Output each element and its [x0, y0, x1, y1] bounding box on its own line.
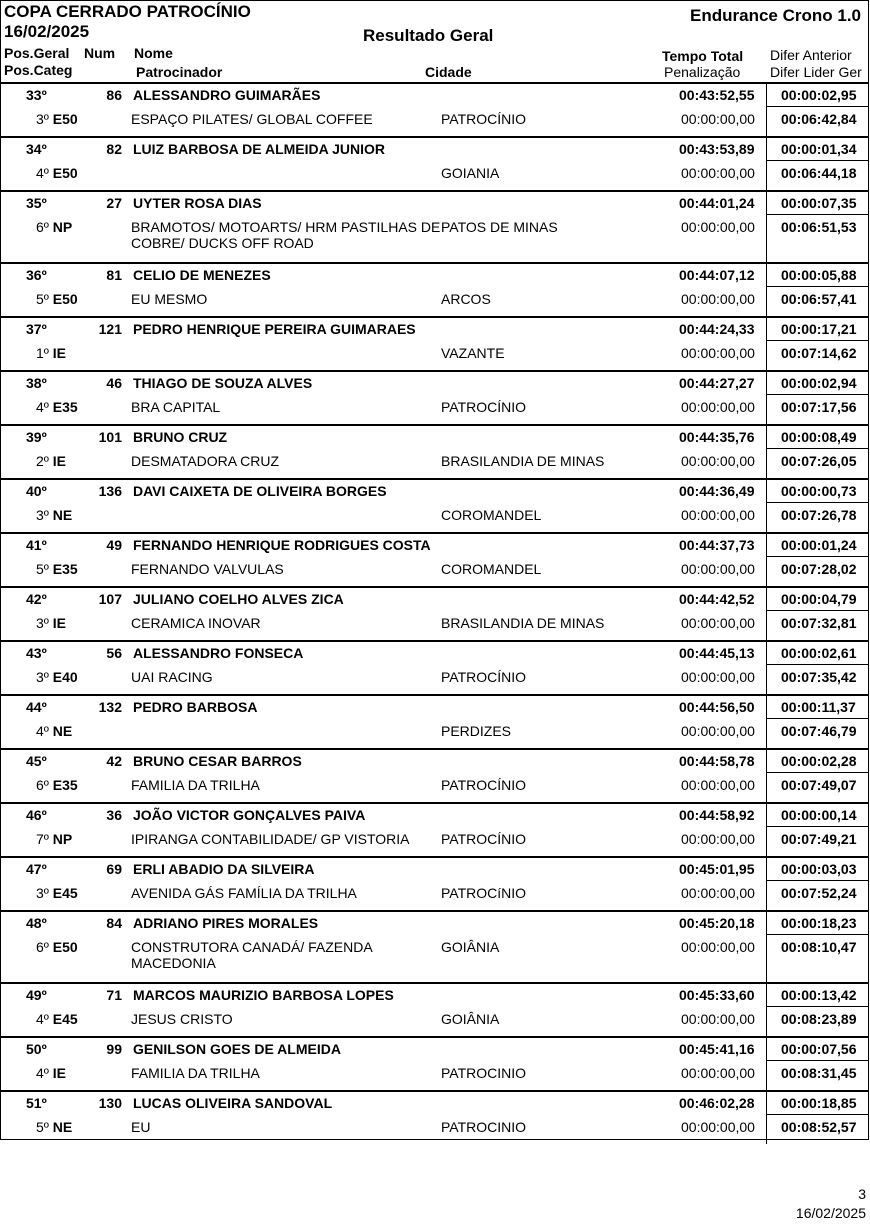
- city: PATROCÍNIO: [441, 399, 527, 415]
- category-rank: 7º: [36, 831, 49, 847]
- cell-divider: [766, 1114, 869, 1115]
- penalty-time: 00:00:00,00: [681, 561, 755, 577]
- diff-previous: 00:00:03,03: [781, 861, 857, 877]
- rider-name: ADRIANO PIRES MORALES: [133, 915, 319, 931]
- sponsor: DESMATADORA CRUZ: [131, 453, 280, 469]
- sponsor: AVENIDA GÁS FAMÍLIA DA TRILHA: [131, 885, 357, 901]
- bib-number: 71: [106, 987, 122, 1003]
- diff-leader: 00:07:49,21: [781, 831, 857, 847]
- col-tempo-total: Tempo Total: [662, 48, 744, 64]
- category-rank: 6º: [36, 219, 49, 235]
- penalty-time: 00:00:00,00: [681, 111, 755, 127]
- sponsor: UAI RACING: [131, 669, 213, 685]
- city: GOIÂNIA: [441, 1011, 500, 1027]
- result-entry: [0, 982, 869, 1036]
- diff-leader: 00:07:26,78: [781, 507, 857, 523]
- position-overall: 43º: [26, 645, 47, 661]
- penalty-time: 00:00:00,00: [681, 507, 755, 523]
- page-number: 3: [858, 1186, 866, 1202]
- sponsor: FERNANDO VALVULAS: [131, 561, 284, 577]
- penalty-time: 00:00:00,00: [681, 1065, 755, 1081]
- result-entry: [0, 262, 869, 316]
- diff-previous: 00:00:00,14: [781, 807, 857, 823]
- penalty-time: 00:00:00,00: [681, 165, 755, 181]
- category-code: E45: [52, 1011, 78, 1027]
- category-code: IE: [52, 1065, 67, 1081]
- total-time: 00:43:52,55: [679, 87, 755, 103]
- position-overall: 51º: [26, 1095, 47, 1111]
- diff-leader: 00:07:14,62: [781, 345, 857, 361]
- rider-name: ALESSANDRO FONSECA: [133, 645, 304, 661]
- rider-name: PEDRO BARBOSA: [133, 699, 258, 715]
- category-code: NP: [52, 831, 73, 847]
- total-time: 00:45:01,95: [679, 861, 755, 877]
- total-time: 00:44:36,49: [679, 483, 755, 499]
- diff-previous: 00:00:01,24: [781, 537, 857, 553]
- city: GOIANIA: [441, 165, 500, 181]
- total-time: 00:44:27,27: [679, 375, 755, 391]
- penalty-time: 00:00:00,00: [681, 453, 755, 469]
- sponsor: FAMILIA DA TRILHA: [131, 777, 260, 793]
- cell-divider: [766, 880, 869, 881]
- category-position: [36, 939, 78, 955]
- diff-leader: 00:08:10,47: [781, 939, 857, 955]
- penalty-time: 00:00:00,00: [681, 777, 755, 793]
- bib-number: 56: [106, 645, 122, 661]
- rider-name: FERNANDO HENRIQUE RODRIGUES COSTA: [133, 537, 431, 553]
- sponsor: IPIRANGA CONTABILIDADE/ GP VISTORIA: [131, 831, 410, 847]
- total-time: 00:44:01,24: [679, 195, 755, 211]
- diff-leader: 00:07:26,05: [781, 453, 857, 469]
- col-penalizacao: Penalização: [664, 64, 741, 80]
- rider-name: ERLI ABADIO DA SILVEIRA: [133, 861, 315, 877]
- cell-divider: [766, 394, 869, 395]
- result-entry: [0, 82, 869, 136]
- software-name: Endurance Crono 1.0: [690, 6, 861, 25]
- category-code: E35: [52, 399, 78, 415]
- diff-leader: 00:07:28,02: [781, 561, 857, 577]
- cell-divider: [766, 214, 869, 215]
- column-separator: [766, 984, 767, 1036]
- column-separator: [766, 534, 767, 586]
- bib-number: 130: [98, 1095, 122, 1111]
- diff-previous: 00:00:01,34: [781, 141, 857, 157]
- category-rank: 6º: [36, 777, 49, 793]
- col-num: Num: [84, 45, 116, 61]
- column-separator: [766, 372, 767, 424]
- sponsor: FAMILIA DA TRILHA: [131, 1065, 260, 1081]
- rider-name: JOÃO VICTOR GONÇALVES PAIVA: [133, 807, 366, 823]
- diff-leader: 00:06:57,41: [781, 291, 857, 307]
- category-code: E45: [52, 885, 78, 901]
- bib-number: 99: [106, 1041, 122, 1057]
- category-position: [36, 399, 78, 415]
- diff-leader: 00:07:17,56: [781, 399, 857, 415]
- category-rank: 1º: [36, 345, 49, 361]
- frame-top-border: [0, 0, 869, 1]
- position-overall: 40º: [26, 483, 47, 499]
- category-rank: 3º: [36, 669, 49, 685]
- category-rank: 5º: [36, 561, 49, 577]
- penalty-time: 00:00:00,00: [681, 669, 755, 685]
- total-time: 00:44:45,13: [679, 645, 755, 661]
- penalty-time: 00:00:00,00: [681, 885, 755, 901]
- results-list: [0, 82, 869, 1144]
- category-rank: 2º: [36, 453, 49, 469]
- category-rank: 5º: [36, 1119, 49, 1135]
- position-overall: 34º: [26, 141, 47, 157]
- col-pos-categ: Pos.Categ: [4, 62, 73, 78]
- category-position: [36, 1119, 72, 1135]
- bib-number: 121: [98, 321, 122, 337]
- bib-number: 46: [106, 375, 122, 391]
- result-entry: [0, 316, 869, 370]
- position-overall: 49º: [26, 987, 47, 1003]
- bib-number: 82: [106, 141, 122, 157]
- diff-previous: 00:00:07,35: [781, 195, 857, 211]
- category-position: [36, 777, 78, 793]
- position-overall: 42º: [26, 591, 47, 607]
- category-position: [36, 111, 78, 127]
- penalty-time: 00:00:00,00: [681, 219, 755, 235]
- col-pos-geral: Pos.Geral: [4, 45, 70, 61]
- total-time: 00:44:07,12: [679, 267, 755, 283]
- column-separator: [766, 192, 767, 262]
- sponsor: EU MESMO: [131, 291, 208, 307]
- position-overall: 47º: [26, 861, 47, 877]
- column-separator: [766, 804, 767, 856]
- category-position: [36, 669, 78, 685]
- column-separator: [766, 318, 767, 370]
- category-code: NE: [52, 723, 73, 739]
- position-overall: 36º: [26, 267, 47, 283]
- position-overall: 45º: [26, 753, 47, 769]
- result-entry: [0, 136, 869, 190]
- position-overall: 37º: [26, 321, 47, 337]
- diff-leader: 00:08:23,89: [781, 1011, 857, 1027]
- penalty-time: 00:00:00,00: [681, 831, 755, 847]
- diff-leader: 00:07:52,24: [781, 885, 857, 901]
- column-separator: [766, 84, 767, 136]
- penalty-time: 00:00:00,00: [681, 939, 755, 955]
- diff-previous: 00:00:02,94: [781, 375, 857, 391]
- cell-divider: [766, 610, 869, 611]
- position-overall: 46º: [26, 807, 47, 823]
- sponsor: CERAMICA INOVAR: [131, 615, 261, 631]
- city: PATROCINIO: [441, 1065, 527, 1081]
- city: PATROCÍNIO: [441, 669, 527, 685]
- rider-name: THIAGO DE SOUZA ALVES: [133, 375, 313, 391]
- bib-number: 49: [106, 537, 122, 553]
- category-code: IE: [52, 615, 67, 631]
- result-entry: [0, 586, 869, 640]
- result-entry: [0, 910, 869, 982]
- rider-name: CELIO DE MENEZES: [133, 267, 271, 283]
- category-code: E35: [52, 561, 78, 577]
- category-position: [36, 831, 72, 847]
- category-code: NE: [52, 1119, 73, 1135]
- penalty-time: 00:00:00,00: [681, 1119, 755, 1135]
- category-rank: 4º: [36, 1011, 49, 1027]
- rider-name: JULIANO COELHO ALVES ZICA: [133, 591, 344, 607]
- total-time: 00:45:33,60: [679, 987, 755, 1003]
- city: PATROCINIO: [441, 1119, 527, 1135]
- total-time: 00:45:41,16: [679, 1041, 755, 1057]
- column-separator: [766, 264, 767, 316]
- position-overall: 33º: [26, 87, 47, 103]
- category-rank: 3º: [36, 111, 49, 127]
- rider-name: LUIZ BARBOSA DE ALMEIDA JUNIOR: [133, 141, 385, 157]
- total-time: 00:44:56,50: [679, 699, 755, 715]
- city: BRASILANDIA DE MINAS: [441, 453, 605, 469]
- category-code: IE: [52, 453, 67, 469]
- diff-previous: 00:00:18,85: [781, 1095, 857, 1111]
- sponsor: JESUS CRISTO: [131, 1011, 233, 1027]
- category-position: [36, 345, 66, 361]
- bib-number: 86: [106, 87, 122, 103]
- category-rank: 3º: [36, 615, 49, 631]
- cell-divider: [766, 1006, 869, 1007]
- cell-divider: [766, 556, 869, 557]
- column-separator: [766, 696, 767, 748]
- event-date: 16/02/2025: [4, 22, 90, 41]
- category-position: [36, 885, 78, 901]
- position-overall: 48º: [26, 915, 47, 931]
- city: PATROCÍNIO: [441, 831, 527, 847]
- bib-number: 69: [106, 861, 122, 877]
- rider-name: BRUNO CESAR BARROS: [133, 753, 302, 769]
- column-separator: [766, 1038, 767, 1090]
- category-position: [36, 219, 72, 235]
- diff-leader: 00:07:32,81: [781, 615, 857, 631]
- diff-previous: 00:00:00,73: [781, 483, 857, 499]
- column-separator: [766, 1092, 767, 1144]
- diff-leader: 00:06:44,18: [781, 165, 857, 181]
- bib-number: 84: [106, 915, 122, 931]
- total-time: 00:44:35,76: [679, 429, 755, 445]
- sponsor: EU: [131, 1119, 151, 1135]
- rider-name: MARCOS MAURIZIO BARBOSA LOPES: [133, 987, 394, 1003]
- sponsor: BRAMOTOS/ MOTOARTS/ HRM PASTILHAS DE COBRE/ DUCKS OFF ROAD: [131, 219, 441, 251]
- column-separator: [766, 480, 767, 532]
- total-time: 00:44:42,52: [679, 591, 755, 607]
- diff-previous: 00:00:02,28: [781, 753, 857, 769]
- category-code: NE: [52, 507, 73, 523]
- total-time: 00:46:02,28: [679, 1095, 755, 1111]
- category-position: [36, 723, 72, 739]
- diff-leader: 00:08:31,45: [781, 1065, 857, 1081]
- result-entry: [0, 190, 869, 262]
- category-code: E50: [52, 165, 78, 181]
- position-overall: 41º: [26, 537, 47, 553]
- penalty-time: 00:00:00,00: [681, 723, 755, 739]
- print-date: 16/02/2025: [795, 1205, 866, 1221]
- bib-number: 42: [106, 753, 122, 769]
- diff-previous: 00:00:02,61: [781, 645, 857, 661]
- category-code: E50: [52, 939, 78, 955]
- diff-previous: 00:00:02,95: [781, 87, 857, 103]
- penalty-time: 00:00:00,00: [681, 399, 755, 415]
- cell-divider: [766, 286, 869, 287]
- cell-divider: [766, 340, 869, 341]
- result-entry: [0, 640, 869, 694]
- result-entry: [0, 532, 869, 586]
- rider-name: BRUNO CRUZ: [133, 429, 228, 445]
- diff-previous: 00:00:13,42: [781, 987, 857, 1003]
- category-position: [36, 453, 66, 469]
- bib-number: 36: [106, 807, 122, 823]
- result-entry: [0, 370, 869, 424]
- cell-divider: [766, 826, 869, 827]
- city: PATROCÍNIO: [441, 777, 527, 793]
- column-separator: [766, 858, 767, 910]
- column-separator: [766, 642, 767, 694]
- col-difer-anterior: Difer Anterior: [770, 47, 852, 63]
- category-position: [36, 291, 78, 307]
- city: PATOS DE MINAS: [441, 219, 558, 235]
- category-code: E35: [52, 777, 78, 793]
- result-entry: [0, 1036, 869, 1090]
- category-rank: 4º: [36, 399, 49, 415]
- total-time: 00:44:58,78: [679, 753, 755, 769]
- result-entry: [0, 802, 869, 856]
- category-code: IE: [52, 345, 67, 361]
- position-overall: 50º: [26, 1041, 47, 1057]
- total-time: 00:45:20,18: [679, 915, 755, 931]
- rider-name: UYTER ROSA DIAS: [133, 195, 262, 211]
- cell-divider: [766, 718, 869, 719]
- category-rank: 4º: [36, 165, 49, 181]
- city: COROMANDEL: [441, 507, 542, 523]
- city: BRASILANDIA DE MINAS: [441, 615, 605, 631]
- category-position: [36, 507, 72, 523]
- category-rank: 3º: [36, 885, 49, 901]
- diff-leader: 00:07:35,42: [781, 669, 857, 685]
- total-time: 00:43:53,89: [679, 141, 755, 157]
- diff-leader: 00:07:49,07: [781, 777, 857, 793]
- cell-divider: [766, 1060, 869, 1061]
- city: PATROCÍNIO: [441, 111, 527, 127]
- event-title: COPA CERRADO PATROCÍNIO: [4, 2, 251, 21]
- penalty-time: 00:00:00,00: [681, 1011, 755, 1027]
- city: GOIÂNIA: [441, 939, 500, 955]
- column-separator: [766, 588, 767, 640]
- bib-number: 81: [106, 267, 122, 283]
- city: VAZANTE: [441, 345, 505, 361]
- diff-leader: 00:08:52,57: [781, 1119, 857, 1135]
- sponsor: CONSTRUTORA CANADÁ/ FAZENDA MACEDONIA: [131, 939, 372, 971]
- diff-leader: 00:06:51,53: [781, 219, 857, 235]
- result-entry: [0, 748, 869, 802]
- position-overall: 35º: [26, 195, 47, 211]
- cell-divider: [766, 934, 869, 935]
- col-patrocinador: Patrocinador: [136, 64, 223, 80]
- category-position: [36, 1011, 78, 1027]
- total-time: 00:44:37,73: [679, 537, 755, 553]
- penalty-time: 00:00:00,00: [681, 615, 755, 631]
- cell-divider: [766, 772, 869, 773]
- diff-previous: 00:00:04,79: [781, 591, 857, 607]
- category-code: NP: [52, 219, 73, 235]
- city: PERDIZES: [441, 723, 512, 739]
- penalty-time: 00:00:00,00: [681, 345, 755, 361]
- category-code: E40: [52, 669, 78, 685]
- city: COROMANDEL: [441, 561, 542, 577]
- sponsor: BRA CAPITAL: [131, 399, 221, 415]
- total-time: 00:44:58,92: [679, 807, 755, 823]
- diff-previous: 00:00:08,49: [781, 429, 857, 445]
- result-entry: [0, 856, 869, 910]
- bib-number: 132: [98, 699, 122, 715]
- result-entry: [0, 424, 869, 478]
- column-separator: [766, 426, 767, 478]
- col-cidade: Cidade: [425, 64, 472, 80]
- diff-previous: 00:00:11,37: [781, 699, 856, 715]
- bib-number: 101: [98, 429, 122, 445]
- category-code: E50: [52, 291, 78, 307]
- result-entry: [0, 1090, 869, 1144]
- report-title: Resultado Geral: [363, 26, 494, 45]
- category-position: [36, 615, 66, 631]
- city: PATROCíNIO: [441, 885, 527, 901]
- category-rank: 6º: [36, 939, 49, 955]
- category-rank: 3º: [36, 507, 49, 523]
- col-difer-lider: Difer Lider Ger: [770, 64, 862, 80]
- diff-previous: 00:00:07,56: [781, 1041, 857, 1057]
- rider-name: GENILSON GOES DE ALMEIDA: [133, 1041, 341, 1057]
- cell-divider: [766, 664, 869, 665]
- column-separator: [766, 750, 767, 802]
- bib-number: 107: [98, 591, 122, 607]
- diff-previous: 00:00:18,23: [781, 915, 857, 931]
- col-nome: Nome: [134, 45, 173, 61]
- rider-name: ALESSANDRO GUIMARÃES: [133, 87, 321, 103]
- category-rank: 4º: [36, 723, 49, 739]
- sponsor: ESPAÇO PILATES/ GLOBAL COFFEE: [131, 111, 373, 127]
- category-rank: 5º: [36, 291, 49, 307]
- rider-name: DAVI CAIXETA DE OLIVEIRA BORGES: [133, 483, 387, 499]
- column-separator: [766, 138, 767, 190]
- category-position: [36, 561, 78, 577]
- result-entry: [0, 478, 869, 532]
- bib-number: 136: [98, 483, 122, 499]
- diff-previous: 00:00:05,88: [781, 267, 857, 283]
- position-overall: 44º: [26, 699, 47, 715]
- category-position: [36, 165, 78, 181]
- bib-number: 27: [106, 195, 122, 211]
- column-separator: [766, 912, 767, 982]
- cell-divider: [766, 448, 869, 449]
- diff-previous: 00:00:17,21: [781, 321, 857, 337]
- cell-divider: [766, 160, 869, 161]
- rider-name: PEDRO HENRIQUE PEREIRA GUIMARAES: [133, 321, 416, 337]
- city: ARCOS: [441, 291, 491, 307]
- position-overall: 39º: [26, 429, 47, 445]
- position-overall: 38º: [26, 375, 47, 391]
- diff-leader: 00:06:42,84: [781, 111, 857, 127]
- result-entry: [0, 694, 869, 748]
- penalty-time: 00:00:00,00: [681, 291, 755, 307]
- diff-leader: 00:07:46,79: [781, 723, 857, 739]
- total-time: 00:44:24,33: [679, 321, 755, 337]
- category-code: E50: [52, 111, 78, 127]
- cell-divider: [766, 502, 869, 503]
- category-position: [36, 1065, 66, 1081]
- category-rank: 4º: [36, 1065, 49, 1081]
- rider-name: LUCAS OLIVEIRA SANDOVAL: [133, 1095, 333, 1111]
- cell-divider: [766, 106, 869, 107]
